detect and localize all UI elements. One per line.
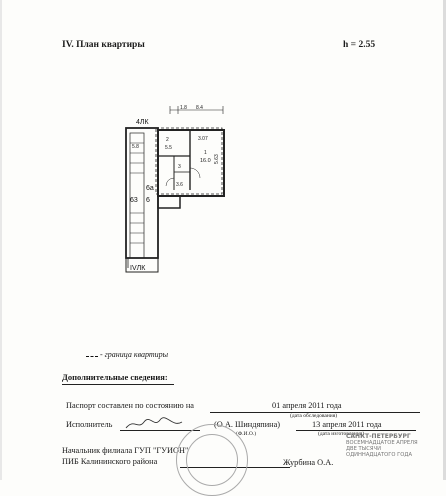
room1-length: 3.07 (198, 136, 208, 142)
room3-area: 3.6 (176, 182, 183, 188)
room1-area: 16.0 (200, 158, 211, 164)
ceiling-height: h = 2.55 (343, 40, 376, 50)
executor-label: Исполнитель (66, 420, 113, 429)
scan-edge-left (0, 0, 2, 480)
dim-top-2: 8.4 (196, 105, 203, 111)
plan-title: IV. План квартиры (62, 40, 145, 50)
chief-title-line2: ПИБ Калининского района (62, 457, 158, 466)
room4-area: 5.8 (132, 144, 139, 150)
additional-info-heading: Дополнительные сведения: (62, 372, 168, 382)
passport-label: Паспорт составлен по состоянию на (66, 401, 194, 410)
chief-title-line1: Начальник филиала ГУП "ГУИОН" (62, 446, 189, 455)
round-seal-inner (186, 434, 238, 486)
stamp-line1: ВОСЕМНАДЦАТОЕ АПРЕЛЯ (346, 440, 418, 446)
legend-dash-sample (86, 356, 98, 357)
legend-text: - граница квартиры (100, 350, 169, 359)
chief-name: Журбина О.А. (283, 458, 334, 467)
floor-plan (118, 98, 248, 278)
room1-number: 1 (204, 150, 207, 156)
heading-underline (62, 384, 174, 385)
stamp-line3: ОДИННАДЦАТОГО ГОДА (346, 452, 412, 458)
dim-top-1: 1.8 (180, 105, 187, 111)
executor-name: (О.А. Шиндяпина) (214, 420, 281, 429)
executor-date-caption: (дата изготовления) (318, 431, 365, 437)
room2-number: 2 (166, 137, 169, 143)
passport-date: 01 апреля 2011 года (272, 401, 342, 410)
axis-label-ivlk: IVЛК (130, 265, 146, 272)
date-stamp (346, 434, 418, 458)
executor-date: 13 апреля 2011 года (312, 420, 382, 429)
room3-number: 3 (178, 164, 181, 170)
label-6: 6 (146, 197, 150, 204)
axis-label-4lk: 4ЛК (136, 119, 149, 126)
room2-area: 5.5 (165, 145, 172, 151)
executor-caption: (Ф.И.О.) (236, 431, 257, 437)
passport-date-caption: (дата обследования) (290, 413, 338, 419)
executor-signature (124, 416, 184, 432)
stamp-city: САНКТ-ПЕТЕРБУРГ (346, 433, 411, 440)
label-6a: 6a (146, 185, 154, 192)
stamp-line2: ДВЕ ТЫСЯЧИ (346, 446, 381, 452)
room1-side: 5.63 (214, 154, 220, 164)
label-63: 63 (130, 197, 138, 204)
